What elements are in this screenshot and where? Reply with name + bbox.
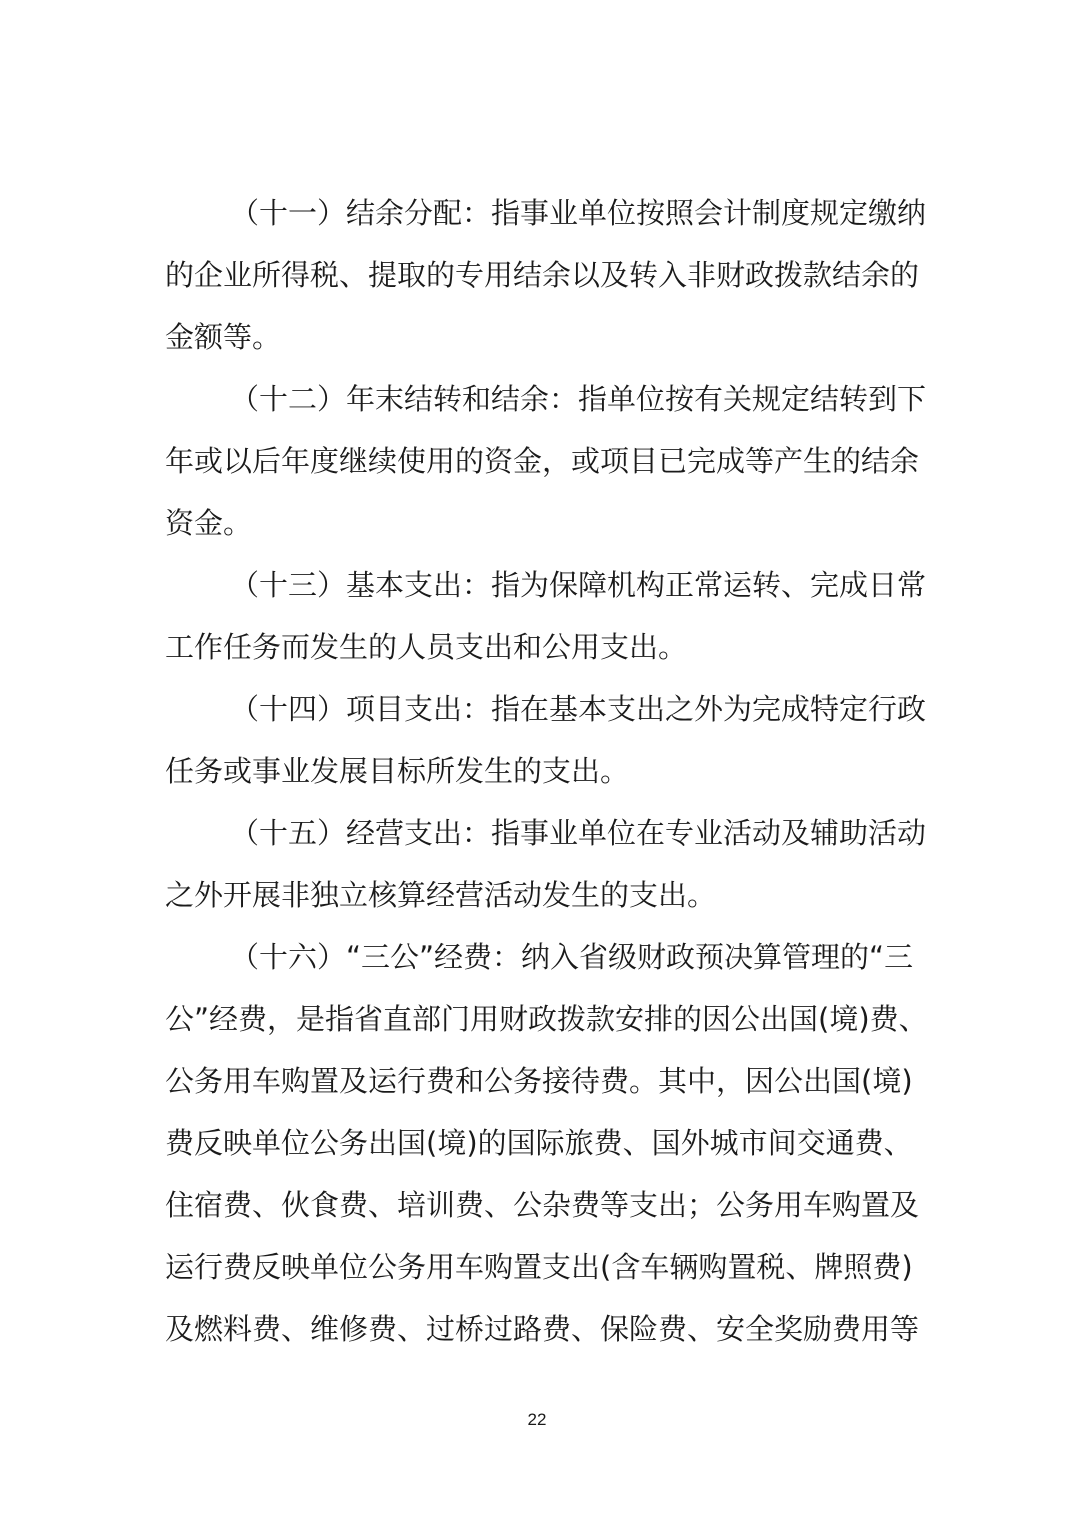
paragraph-16-line-7: 及燃料费、维修费、过桥过路费、保险费、安全奖励费用等	[165, 1312, 920, 1346]
paragraph-16-line-2: 公”经费，是指省直部门用财政拨款安排的因公出国(境)费、	[165, 1002, 928, 1036]
paragraph-16-line-6: 运行费反映单位公务用车购置支出(含车辆购置税、牌照费)	[165, 1250, 913, 1284]
paragraph-13-line-2: 工作任务而发生的人员支出和公用支出。	[165, 630, 688, 664]
paragraph-16-line-3: 公务用车购置及运行费和公务接待费。其中，因公出国(境)	[165, 1064, 913, 1098]
paragraph-16-line-1: （十六）“三公”经费：纳入省级财政预决算管理的“三	[230, 940, 914, 974]
paragraph-16-line-5: 住宿费、伙食费、培训费、公杂费等支出；公务用车购置及	[165, 1188, 920, 1222]
paragraph-14-line-1: （十四）项目支出：指在基本支出之外为完成特定行政	[230, 692, 927, 726]
paragraph-13-line-1: （十三）基本支出：指为保障机构正常运转、完成日常	[230, 568, 927, 602]
paragraph-11-line-2: 的企业所得税、提取的专用结余以及转入非财政拨款结余的	[165, 258, 920, 292]
paragraph-12-line-2: 年或以后年度继续使用的资金，或项目已完成等产生的结余	[165, 444, 920, 478]
paragraph-14-line-2: 任务或事业发展目标所发生的支出。	[165, 754, 630, 788]
paragraph-12-line-3: 资金。	[165, 506, 253, 540]
paragraph-15-line-2: 之外开展非独立核算经营活动发生的支出。	[165, 878, 717, 912]
paragraph-16-line-4: 费反映单位公务出国(境)的国际旅费、国外城市间交通费、	[165, 1126, 913, 1160]
paragraph-11-line-3: 金额等。	[165, 320, 282, 354]
paragraph-11-line-1: （十一）结余分配：指事业单位按照会计制度规定缴纳	[230, 196, 927, 230]
page-number: 22	[527, 1410, 547, 1429]
paragraph-15-line-1: （十五）经营支出：指事业单位在专业活动及辅助活动	[230, 816, 927, 850]
paragraph-12-line-1: （十二）年末结转和结余：指单位按有关规定结转到下	[230, 382, 927, 416]
